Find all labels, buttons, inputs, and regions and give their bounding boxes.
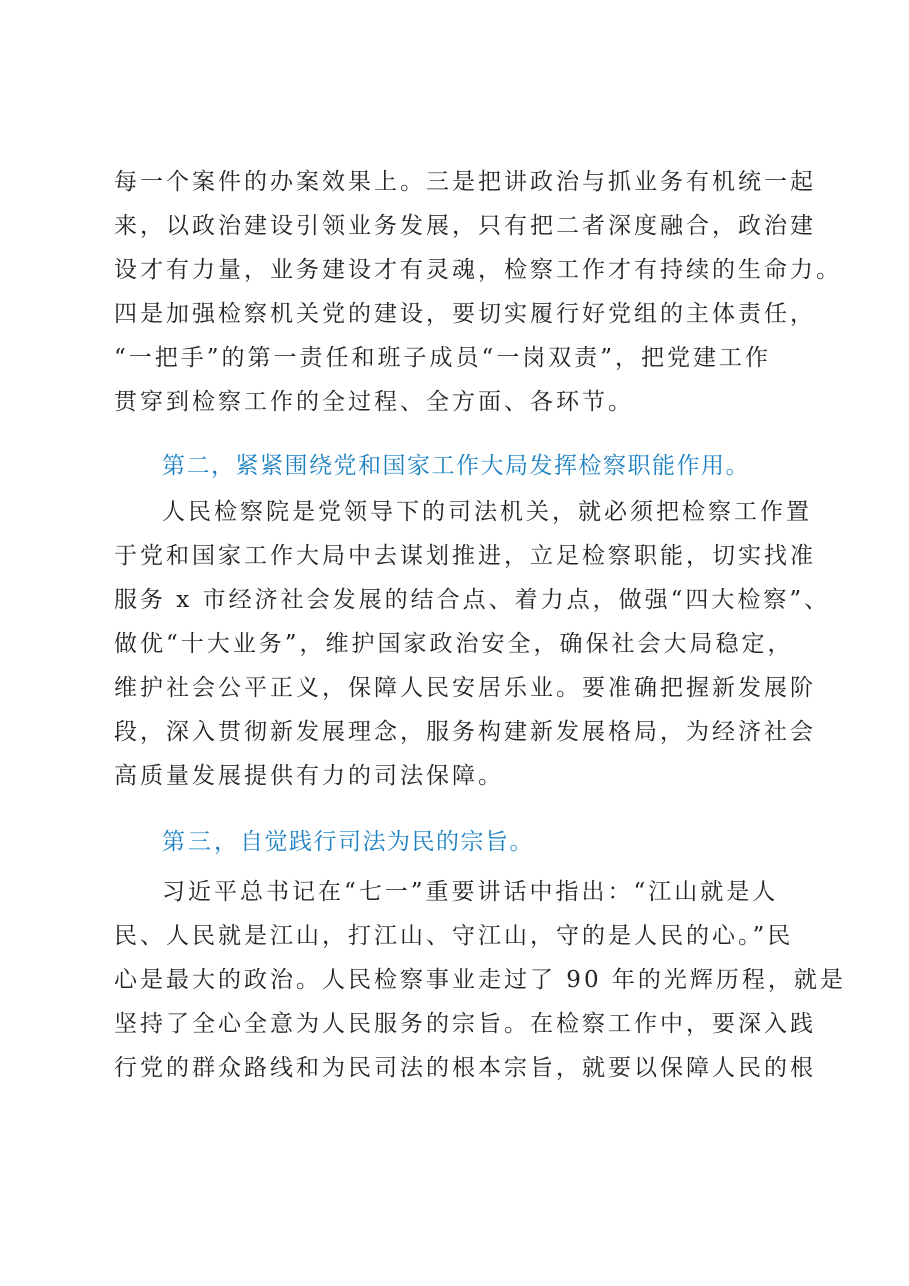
section-heading-second: 第二，紧紧围绕党和国家工作大局发挥检察职能作用。 [162, 453, 750, 479]
heading-text: 自觉践行司法为民的宗旨。 [240, 829, 534, 855]
paragraph-line: 心是最大的政治。人民检察事业走过了 90 年的光辉历程，就是 [114, 967, 846, 993]
paragraph-line: 维护社会公平正义，保障人民安居乐业。要准确把握新发展阶 [114, 675, 816, 701]
paragraph-line: 做优“十大业务”，维护国家政治安全，确保社会大局稳定， [114, 631, 794, 657]
paragraph-line: 高质量发展提供有力的司法保障。 [114, 763, 504, 789]
paragraph-line: 民、人民就是江山，打江山、守江山，守的是人民的心。”民 [114, 923, 794, 949]
paragraph-line: 四是加强检察机关党的建设，要切实履行好党组的主体责任， [114, 301, 816, 327]
paragraph-line: “一把手”的第一责任和班子成员“一岗双责”，把党建工作 [114, 345, 772, 371]
section-heading-third [162, 825, 862, 859]
paragraph-line: 段，深入贯彻新发展理念，服务构建新发展格局，为经济社会 [114, 719, 816, 745]
paragraph-line: 于党和国家工作大局中去谋划推进，立足检察职能，切实找准 [114, 543, 816, 569]
paragraph-line: 服务 x 市经济社会发展的结合点、着力点，做强“四大检察”、 [114, 587, 831, 613]
paragraph-line: 贯穿到检察工作的全过程、全方面、各环节。 [114, 389, 634, 415]
heading-prefix: 第三， [162, 829, 240, 855]
paragraph-line: 设才有力量，业务建设才有灵魂，检察工作才有持续的生命力。 [114, 257, 842, 283]
paragraph-line: 习近平总书记在“七一”重要讲话中指出：“江山就是人 [162, 879, 779, 905]
paragraph-line: 行党的群众路线和为民司法的根本宗旨，就要以保障人民的根 [114, 1055, 816, 1081]
paragraph-line: 人民检察院是党领导下的司法机关，就必须把检察工作置 [162, 499, 812, 525]
paragraph-line: 来，以政治建设引领业务发展，只有把二者深度融合，政治建 [114, 213, 816, 239]
paragraph-line: 坚持了全心全意为人民服务的宗旨。在检察工作中，要深入践 [114, 1011, 816, 1037]
paragraph-line: 每一个案件的办案效果上。三是把讲政治与抓业务有机统一起 [114, 169, 816, 195]
